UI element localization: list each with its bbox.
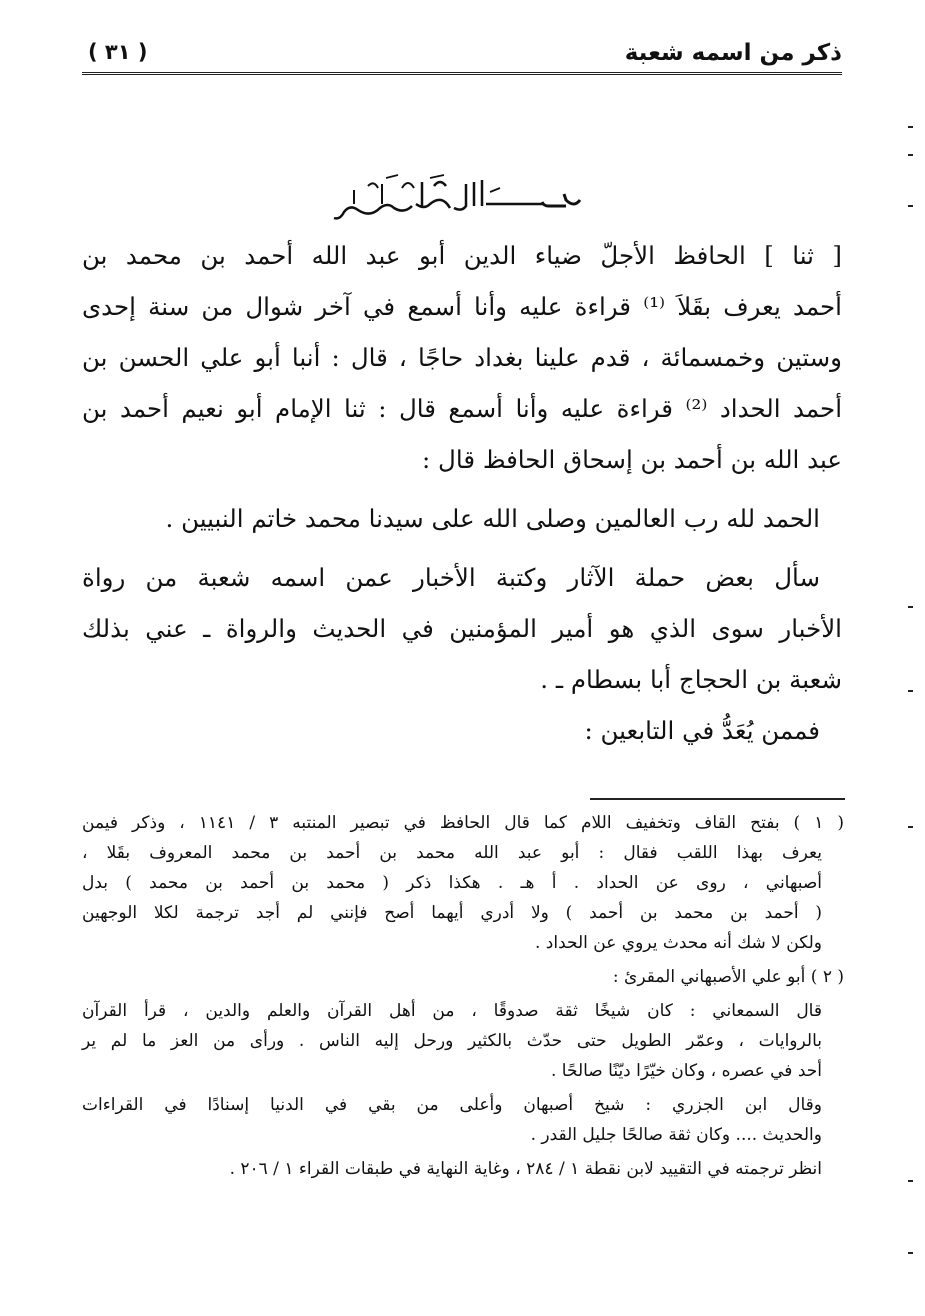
fn1-line-2: يعرف بهذا اللقب فقال : أبو عبد الله محمد بن أحمد بن محمد المعروف بقَلا ، [82, 843, 822, 863]
basmala-calligraphy [330, 170, 590, 226]
tabiin-heading: فممن يُعَدُّ في التابعين : [584, 716, 820, 745]
scan-mark [908, 205, 913, 207]
body-line-4: أحمد الحداد ⁽²⁾ قراءة عليه وأنا أسمع قال : ثنا الإمام أبو نعيم أحمد بن [82, 394, 842, 423]
running-header [82, 38, 842, 72]
footnote-separator [590, 798, 845, 800]
body-line-2: أحمد يعرف بقَلاَ ⁽¹⁾ قراءة عليه وأنا أسمع في آخر شوال من سنة إحدى [82, 292, 842, 321]
body-line-3: وستين وخمسمائة ، قدم علينا بغداد حاجًا ، قال : أنبا أبو علي الحسن بن [82, 343, 842, 372]
fn2a-line-2: بالروايات ، وعمّر الطويل حتى حدّث بالكثير ورحل إليه الناس . ورأى من العز ما لم ير [82, 1031, 822, 1051]
header-rule [82, 72, 842, 78]
para2-line-2: الأخبار سوى الذي هو أمير المؤمنين في الحديث والرواة ـ عني بذلك [82, 614, 842, 643]
fn2a-line-1: قال السمعاني : كان شيخًا ثقة صدوقًا ، من أهل القرآن والعلم والدين ، قرأ القرآن [82, 1001, 822, 1021]
fn2-heading: ( ٢ ) أبو علي الأصبهاني المقرئ : [612, 967, 844, 987]
scan-mark [908, 154, 913, 156]
fn1-line-1: ( ١ ) بفتح القاف وتخفيف اللام كما قال الحافظ في تبصير المنتبه ٣ / ١١٤١ ، وذكر فيمن [82, 813, 844, 833]
fn1-line-5: ولكن لا شك أنه محدث يروي عن الحداد . [535, 933, 822, 953]
fn2b-line-2: والحديث .... وكان ثقة صالحًا جليل القدر . [530, 1125, 822, 1145]
praise-line: الحمد لله رب العالمين وصلى الله على سيدنا محمد خاتم النبيين . [165, 504, 820, 533]
header-title: ذكر من اسمه شعبة [624, 40, 842, 66]
fn1-line-3: أصبهاني ، روى عن الحداد . أ هـ . هكذا ذكر ( محمد بن أحمد بن محمد ) بدل [82, 873, 822, 893]
page-number: ( ٣١ ) [88, 40, 148, 64]
fn2a-line-3: أحد في عصره ، وكان خيّرًا ديّنًا صالحًا . [550, 1061, 822, 1081]
para2-line-1: سأل بعض حملة الآثار وكتبة الأخبار عمن اسمه شعبة من رواة [82, 563, 820, 592]
fn1-line-4: ( أحمد بن محمد بن أحمد ) ولا أدري أيهما أصح فإنني لم أجد ترجمة لكلا الوجهين [82, 903, 822, 923]
scan-mark [908, 126, 913, 128]
scan-mark [908, 1252, 913, 1254]
para2-line-3: شعبة بن الحجاج أبا بسطام ـ . [540, 665, 842, 694]
main-text [82, 230, 842, 756]
scan-mark [908, 826, 913, 828]
body-line-5: عبد الله بن أحمد بن إسحاق الحافظ قال : [422, 445, 842, 474]
fn2-reference: انظر ترجمته في التقييد لابن نقطة ١ / ٢٨٤ ، وغاية النهاية في طبقات القراء ١ / ٢٠٦ . [229, 1159, 822, 1179]
scan-mark [908, 1180, 913, 1182]
scan-mark [908, 690, 913, 692]
footnotes [82, 808, 844, 1184]
body-line-1: [ ثنا ] الحافظ الأجلّ ضياء الدين أبو عبد الله أحمد بن محمد بن [82, 241, 842, 270]
fn2b-line-1: وقال ابن الجزري : شيخ أصبهان وأعلى من بقي في الدنيا إسنادًا في القراءات [82, 1095, 822, 1115]
scan-mark [908, 606, 913, 608]
